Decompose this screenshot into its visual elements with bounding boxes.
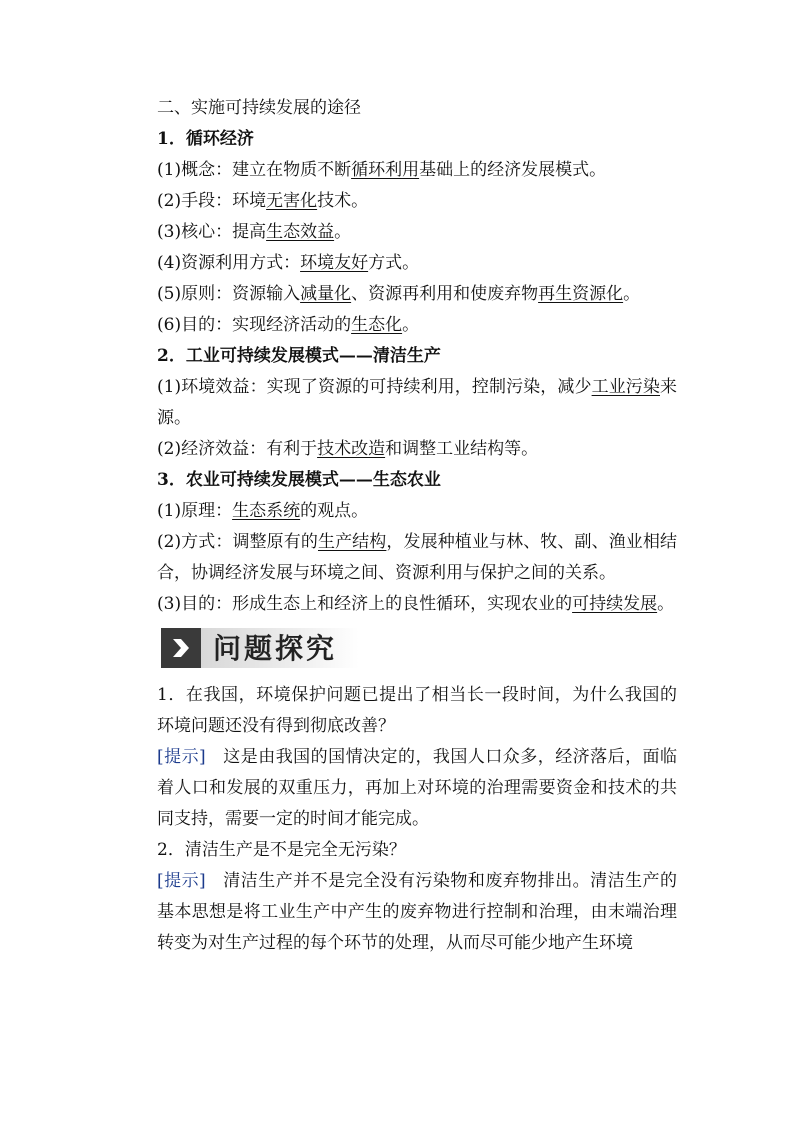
- line-purpose-agri: (3)目的：形成生态上和经济上的良性循环，实现农业的可持续发展。: [157, 594, 675, 614]
- line-core: (3)核心：提高生态效益。: [157, 222, 352, 242]
- explore-banner-title: 问题探究: [201, 628, 359, 668]
- question-2: 2．清洁生产是不是完全无污染？: [157, 840, 406, 860]
- line-method-agri: (2)方式：调整原有的生产结构，发展种植业与林、牧、副、渔业相结合，协调经济发展与环境之间、资源利用与保护之间的关系。: [157, 532, 677, 583]
- line-environmental-benefit: (1)环境效益：实现了资源的可持续利用，控制污染，减少工业污染来源。: [157, 377, 677, 428]
- line-means: (2)手段：环境无害化技术。: [157, 191, 369, 211]
- explore-banner: [161, 626, 677, 670]
- question-1: 1．在我国，环境保护问题已提出了相当长一段时间，为什么我国的环境问题还没有得到彻底改善？: [157, 685, 677, 736]
- line-resource-use: (4)资源利用方式：环境友好方式。: [157, 253, 420, 273]
- answer-2: [提示] 清洁生产并不是完全没有污染物和废弃物排出。清洁生产的基本思想是将工业生产中产生的废弃物进行控制和治理，由末端治理转变为对生产过程的每个环节的处理，从而尽可能少地产生环境: [157, 871, 678, 953]
- answer-1: [提示] 这是由我国的国情决定的，我国人口众多，经济落后，面临着人口和发展的双重压力，再加上对环境的治理需要资金和技术的共同支持，需要一定的时间才能完成。: [157, 747, 678, 829]
- line-purpose: (6)目的：实现经济活动的生态化。: [157, 315, 420, 335]
- line-principle: (5)原则：资源输入减量化、资源再利用和使废弃物再生资源化。: [157, 284, 641, 304]
- hint-tag: [提示]: [157, 747, 206, 767]
- page-content: [121, 93, 677, 959]
- subsection-title-circular-economy: 1．循环经济: [157, 129, 254, 149]
- hint-tag: [提示]: [157, 871, 206, 891]
- subsection-title-eco-agriculture: 3．农业可持续发展模式——生态农业: [157, 470, 441, 490]
- line-principle-agri: (1)原理：生态系统的观点。: [157, 501, 369, 521]
- line-concept: (1)概念：建立在物质不断循环利用基础上的经济发展模式。: [157, 160, 607, 180]
- arrow-icon: [161, 628, 201, 668]
- section-heading: 二、实施可持续发展的途径: [157, 98, 361, 118]
- line-economic-benefit: (2)经济效益：有利于技术改造和调整工业结构等。: [157, 439, 539, 459]
- arrow-icon-glyph: [168, 635, 194, 661]
- subsection-title-clean-production: 2．工业可持续发展模式——清洁生产: [157, 346, 441, 366]
